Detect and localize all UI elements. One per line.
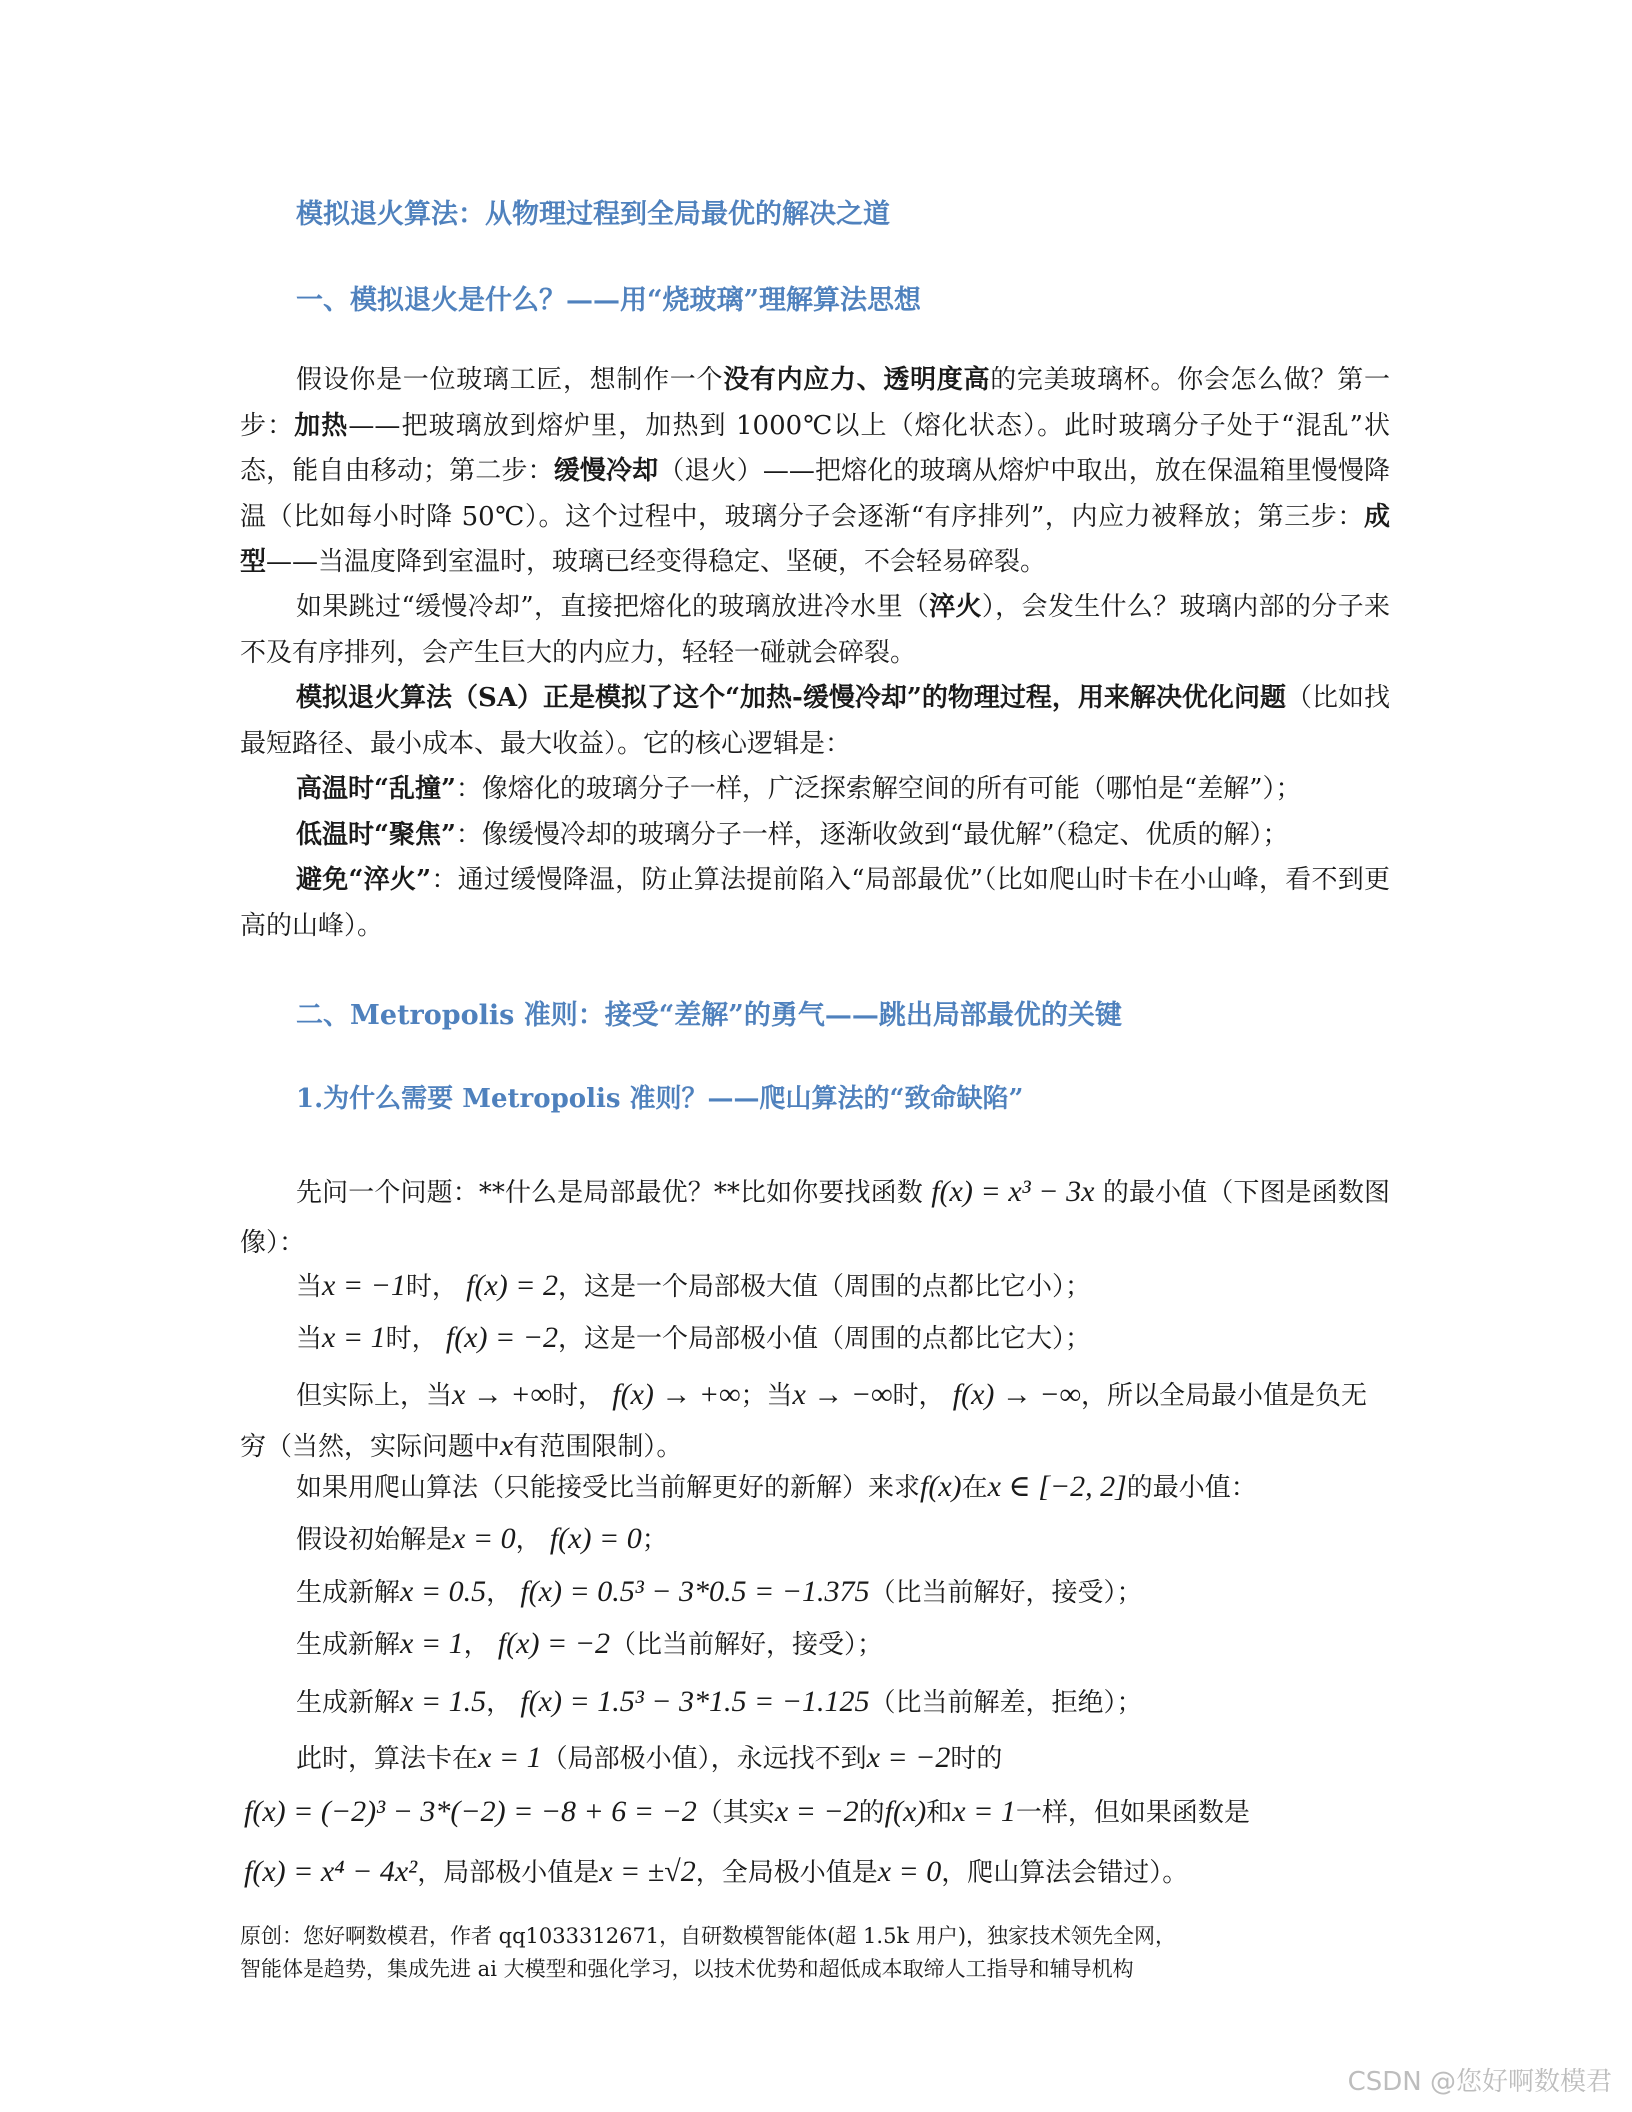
section-heading-2: 二、Metropolis 准则：接受“差解”的勇气——跳出局部最优的关键 — [296, 1000, 1122, 1031]
paragraph-quench: 如果跳过“缓慢冷却”，直接把熔化的玻璃放进冷水里（淬火），会发生什么？玻璃内部的分子来不及有序排列，会产生巨大的内应力，轻轻一碰就会碎裂。 — [240, 592, 1390, 668]
footer-line-2: 智能体是趋势，集成先进 ai 大模型和强化学习，以技术优势和超低成本取缔人工指导和辅导机构 — [240, 1957, 1134, 1981]
math-line-local-min: 当x = 1时， f(x) = −2，这是一个局部极小值（周围的点都比它大）； — [296, 1321, 1091, 1354]
bullet-high-temp: 高温时“乱撞”：像熔化的玻璃分子一样，广泛探索解空间的所有可能（哪怕是“差解”）； — [296, 774, 1302, 804]
math-line-global-calc: f(x) = (−2)³ − 3*(−2) = −8 + 6 = −2（其实x = −2的f(x)和x = 1一样，但如果函数是 — [244, 1795, 1250, 1828]
footer-line-1: 原创：您好啊数模君，作者 qq1033312671，自研数模智能体(超 1.5k 用户)，独家技术领先全网， — [240, 1924, 1177, 1948]
math-line-initial: 假设初始解是x = 0， f(x) = 0； — [296, 1522, 668, 1555]
bullet-avoid-quench: 避免“淬火”：通过缓慢降温，防止算法提前陷入“局部最优”（比如爬山时卡在小山峰，看不到更高的山峰）。 — [240, 865, 1390, 941]
math-line-stuck: 此时，算法卡在x = 1（局部极小值），永远找不到x = −2时的 — [296, 1741, 1003, 1774]
bullet-low-temp: 低温时“聚焦”：像缓慢冷却的玻璃分子一样，逐渐收敛到“最优解”（稳定、优质的解）； — [296, 820, 1289, 850]
math-line-quartic: f(x) = x⁴ − 4x²，局部极小值是x = ±√2，全局极小值是x = 0，爬山算法会错过）。 — [244, 1855, 1189, 1888]
math-line-limits: 但实际上，当x → +∞时， f(x) → +∞；当x → −∞时， f(x) → −∞，所以全局最小值是负无穷（当然，实际问题中x有范围限制）。 — [240, 1378, 1368, 1462]
paragraph-sa-definition: 模拟退火算法（SA）正是模拟了这个“加热-缓慢冷却”的物理过程，用来解决优化问题（比如找最短路径、最小成本、最大收益）。它的核心逻辑是： — [240, 683, 1390, 759]
math-line-step-15: 生成新解x = 1.5， f(x) = 1.5³ − 3*1.5 = −1.125（比当前解差，拒绝）； — [296, 1685, 1143, 1718]
section-heading-1: 一、模拟退火是什么？——用“烧玻璃”理解算法思想 — [296, 285, 922, 316]
paragraph-glass-process: 假设你是一位玻璃工匠，想制作一个没有内应力、透明度高的完美玻璃杯。你会怎么做？第一步：加热——把玻璃放到熔炉里，加热到 1000℃以上（熔化状态）。此时玻璃分子处于“混乱”状态，能自由移动；第二步：缓慢冷却（退火）——把熔化的玻璃从熔炉中取出，放在保温箱里慢慢降温（比如每小时降 50℃）。这个过程中，玻璃分子会逐渐“有序排列”，内应力被释放；第三步：成型——当温度降到室温时，玻璃已经变得稳定、坚硬，不会轻易碎裂。 — [240, 365, 1390, 577]
author-footer — [240, 1920, 1176, 1986]
csdn-watermark: CSDN @您好啊数模君 — [1347, 2067, 1612, 2097]
paragraph-local-optimum: 先问一个问题：**什么是局部最优？**比如你要找函数 f(x) = x³ − 3x 的最小值（下图是函数图像）： — [240, 1175, 1391, 1258]
math-line-local-max: 当x = −1时， f(x) = 2，这是一个局部极大值（周围的点都比它小）； — [296, 1269, 1091, 1302]
subsection-heading-1: 1.为什么需要 Metropolis 准则？——爬山算法的“致命缺陷” — [296, 1084, 1024, 1114]
page-title: 模拟退火算法：从物理过程到全局最优的解决之道 — [296, 199, 890, 230]
math-line-step-05: 生成新解x = 0.5， f(x) = 0.5³ − 3*0.5 = −1.375（比当前解好，接受）； — [296, 1575, 1143, 1608]
math-line-hill-climb: 如果用爬山算法（只能接受比当前解更好的新解）来求f(x)在x ∈ [−2, 2]的最小值： — [296, 1470, 1257, 1503]
math-line-step-1: 生成新解x = 1， f(x) = −2（比当前解好，接受）； — [296, 1627, 883, 1660]
